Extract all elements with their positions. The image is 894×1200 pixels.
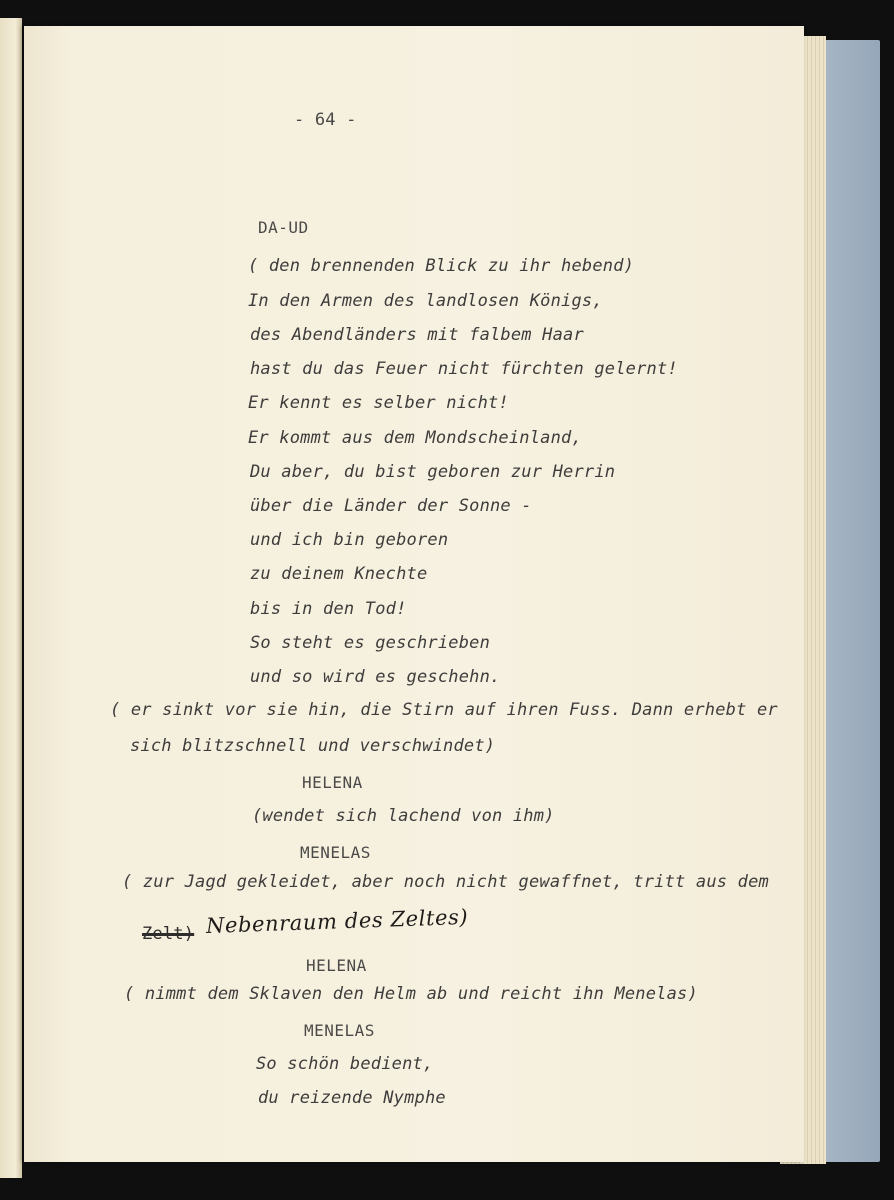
verse-line: Du aber, du bist geboren zur Herrin bbox=[250, 462, 616, 482]
verse-line: hast du das Feuer nicht fürchten gelernt! bbox=[250, 359, 678, 379]
speaker-label: MENELAS bbox=[304, 1021, 375, 1040]
page-number: - 64 - bbox=[294, 110, 357, 130]
stage-direction: ( zur Jagd gekleidet, aber noch nicht gewaffnet, tritt aus dem bbox=[122, 872, 769, 892]
struck-out-word: Zelt) bbox=[142, 924, 195, 944]
verse-line: So schön bedient, bbox=[256, 1054, 434, 1074]
handwritten-correction: Nebenraum des Zeltes) bbox=[205, 904, 469, 938]
verse-line: Er kommt aus dem Mondscheinland, bbox=[248, 428, 582, 448]
speaker-label: DA-UD bbox=[258, 218, 309, 237]
verse-line: So steht es geschrieben bbox=[250, 633, 491, 653]
verse-line: bis in den Tod! bbox=[250, 599, 407, 619]
facing-page-edge bbox=[0, 18, 22, 1178]
stage-direction: (wendet sich lachend von ihm) bbox=[252, 806, 555, 826]
stage-direction: ( den brennenden Blick zu ihr hebend) bbox=[248, 256, 635, 276]
verse-line: In den Armen des landlosen Königs, bbox=[248, 291, 603, 311]
stage-direction: sich blitzschnell und verschwindet) bbox=[130, 736, 496, 756]
verse-line: und ich bin geboren bbox=[250, 530, 449, 550]
stage-direction: ( nimmt dem Sklaven den Helm ab und reicht ihn Menelas) bbox=[124, 984, 698, 1004]
verse-line: und so wird es geschehn. bbox=[250, 667, 501, 687]
verse-line: des Abendländers mit falbem Haar bbox=[250, 325, 584, 345]
verse-line: du reizende Nymphe bbox=[258, 1088, 446, 1108]
speaker-label: HELENA bbox=[302, 773, 363, 792]
stage-direction: ( er sinkt vor sie hin, die Stirn auf ihren Fuss. Dann erhebt er bbox=[110, 700, 778, 720]
verse-line: über die Länder der Sonne - bbox=[250, 496, 532, 516]
manuscript-page bbox=[24, 26, 804, 1162]
verse-line: Er kennt es selber nicht! bbox=[248, 393, 509, 413]
speaker-label: MENELAS bbox=[300, 843, 371, 862]
speaker-label: HELENA bbox=[306, 956, 367, 975]
verse-line: zu deinem Knechte bbox=[250, 564, 428, 584]
